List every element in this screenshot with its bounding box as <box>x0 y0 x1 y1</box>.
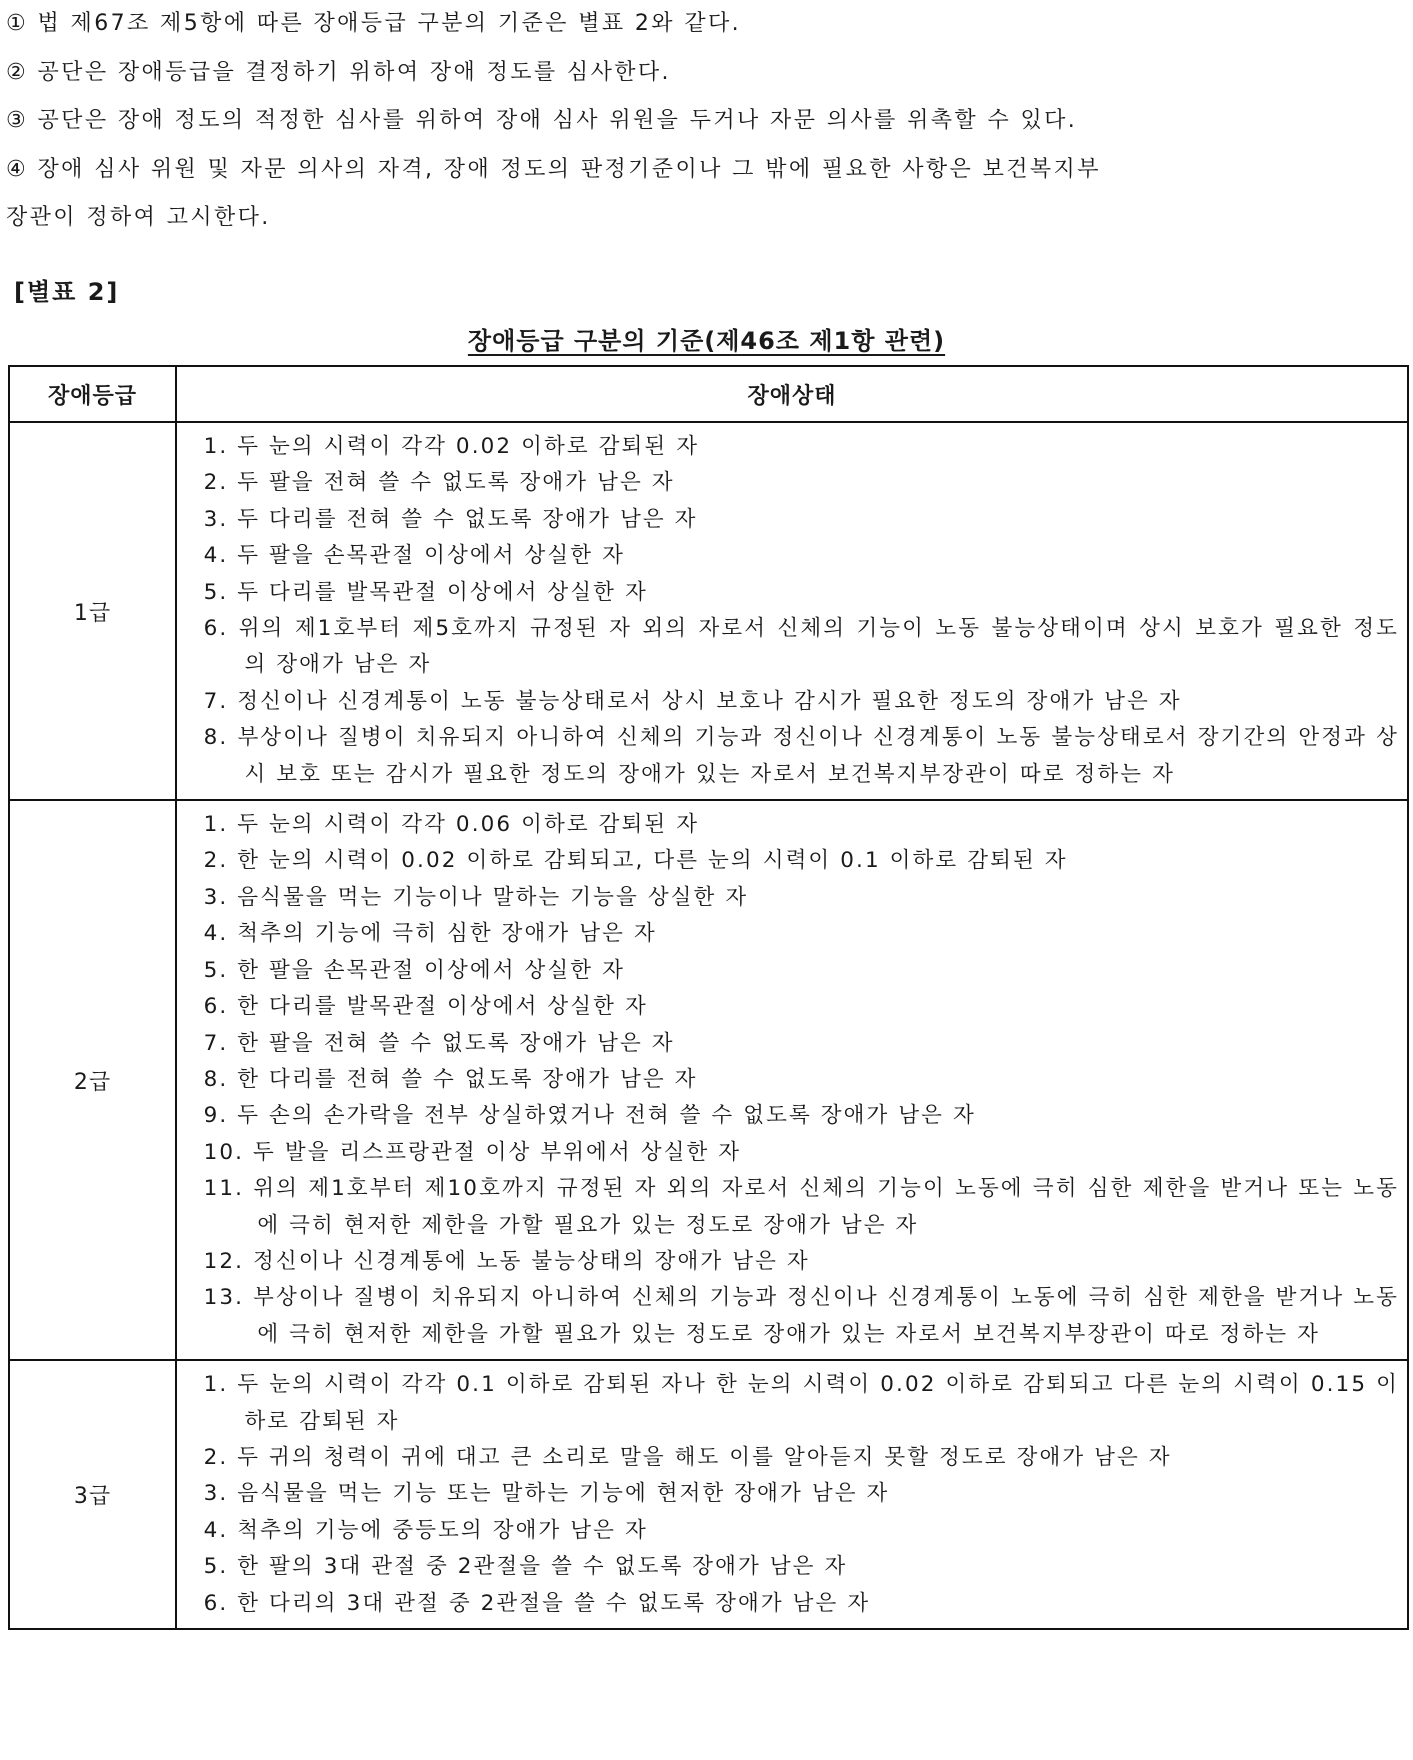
condition-item: 13. 부상이나 질병이 치유되지 아니하여 신체의 기능과 정신이나 신경계통이 노동에 극히 심한 제한을 받거나 노동에 극히 현저한 제한을 가할 필요가 있는 정도로 장애가 있는 자로서 보건복지부장관이 따로 정하는 자 <box>203 1285 1399 1347</box>
condition-item: 7. 한 팔을 전혀 쓸 수 없도록 장애가 남은 자 <box>203 1030 675 1056</box>
condition-item: 8. 부상이나 질병이 치유되지 아니하여 신체의 기능과 정신이나 신경계통이 노동 불능상태로서 장기간의 안정과 상시 보호 또는 감시가 필요한 정도의 장애가 있는 자로서 보건복지부장관이 따로 정하는 자 <box>203 725 1399 787</box>
paragraph-4-continued: 장관이 정하여 고시한다. <box>6 205 271 230</box>
condition-item: 5. 한 팔을 손목관절 이상에서 상실한 자 <box>203 957 625 983</box>
table-title: 장애등급 구분의 기준(제46조 제1항 관련) <box>467 327 946 355</box>
paragraph-2: ② 공단은 장애등급을 결정하기 위하여 장애 정도를 심사한다. <box>6 59 671 85</box>
header-condition: 장애상태 <box>176 366 1408 422</box>
paragraph-1: ① 법 제67조 제5항에 따른 장애등급 구분의 기준은 별표 2와 같다. <box>6 11 742 36</box>
table-row-grade-1 <box>9 422 1408 800</box>
condition-item: 10. 두 발을 리스프랑관절 이상 부위에서 상실한 자 <box>203 1139 742 1165</box>
table-row-grade-2 <box>9 800 1408 1360</box>
condition-item: 6. 위의 제1호부터 제5호까지 규정된 자 외의 자로서 신체의 기능이 노동 불능상태이며 상시 보호가 필요한 정도의 장애가 남은 자 <box>203 616 1399 678</box>
condition-item: 3. 음식물을 먹는 기능 또는 말하는 기능에 현저한 장애가 남은 자 <box>203 1481 890 1507</box>
condition-cell <box>176 800 1408 1360</box>
condition-item: 2. 한 눈의 시력이 0.02 이하로 감퇴되고, 다른 눈의 시력이 0.1 이하로 감퇴된 자 <box>203 848 1068 874</box>
paragraph-3: ③ 공단은 장애 정도의 적정한 심사를 위하여 장애 심사 위원을 두거나 자문 의사를 위촉할 수 있다. <box>6 108 1078 133</box>
condition-item: 1. 두 눈의 시력이 각각 0.02 이하로 감퇴된 자 <box>203 434 700 459</box>
condition-item: 8. 한 다리를 전혀 쓸 수 없도록 장애가 남은 자 <box>203 1066 698 1092</box>
table-header-row <box>9 366 1408 422</box>
condition-item: 5. 두 다리를 발목관절 이상에서 상실한 자 <box>203 579 648 605</box>
table-row-grade-3 <box>9 1360 1408 1629</box>
disability-grade-table <box>8 365 1409 1630</box>
header-grade: 장애등급 <box>9 366 176 422</box>
condition-item: 6. 한 다리를 발목관절 이상에서 상실한 자 <box>203 994 648 1020</box>
condition-item: 11. 위의 제1호부터 제10호까지 규정된 자 외의 자로서 신체의 기능이 노동에 극히 심한 제한을 받거나 또는 노동에 극히 현저한 제한을 가할 필요가 있는 정도로 장애가 남은 자 <box>203 1176 1399 1238</box>
condition-item: 9. 두 손의 손가락을 전부 상실하였거나 전혀 쓸 수 없도록 장애가 남은 자 <box>203 1103 976 1129</box>
grade-cell: 3급 <box>9 1360 176 1629</box>
grade-cell: 1급 <box>9 422 176 800</box>
condition-item: 4. 척추의 기능에 극히 심한 장애가 남은 자 <box>203 921 657 947</box>
condition-item: 4. 척추의 기능에 중등도의 장애가 남은 자 <box>203 1517 648 1543</box>
annex-label: [별표 2] <box>14 278 120 306</box>
condition-cell <box>176 1360 1408 1629</box>
law-paragraphs <box>6 0 1406 243</box>
condition-item: 1. 두 눈의 시력이 각각 0.1 이하로 감퇴된 자나 한 눈의 시력이 0.02 이하로 감퇴되고 다른 눈의 시력이 0.15 이하로 감퇴된 자 <box>203 1372 1399 1434</box>
paragraph-4: ④ 장애 심사 위원 및 자문 의사의 자격, 장애 정도의 판정기준이나 그 밖에 필요한 사항은 보건복지부 <box>6 156 1101 182</box>
condition-item: 4. 두 팔을 손목관절 이상에서 상실한 자 <box>203 543 625 569</box>
condition-item: 2. 두 팔을 전혀 쓸 수 없도록 장애가 남은 자 <box>203 470 675 496</box>
condition-item: 6. 한 다리의 3대 관절 중 2관절을 쓸 수 없도록 장애가 남은 자 <box>203 1590 871 1616</box>
grade-cell: 2급 <box>9 800 176 1360</box>
condition-item: 12. 정신이나 신경계통에 노동 불능상태의 장애가 남은 자 <box>203 1248 810 1274</box>
condition-item: 1. 두 눈의 시력이 각각 0.06 이하로 감퇴된 자 <box>203 812 700 838</box>
condition-item: 7. 정신이나 신경계통이 노동 불능상태로서 상시 보호나 감시가 필요한 정도의 장애가 남은 자 <box>203 688 1182 714</box>
condition-cell <box>176 422 1408 800</box>
condition-item: 2. 두 귀의 청력이 귀에 대고 큰 소리로 말을 해도 이를 알아듣지 못할 정도로 장애가 남은 자 <box>203 1444 1172 1470</box>
condition-item: 3. 두 다리를 전혀 쓸 수 없도록 장애가 남은 자 <box>203 506 698 532</box>
condition-item: 3. 음식물을 먹는 기능이나 말하는 기능을 상실한 자 <box>203 884 749 910</box>
condition-item: 5. 한 팔의 3대 관절 중 2관절을 쓸 수 없도록 장애가 남은 자 <box>203 1554 848 1580</box>
